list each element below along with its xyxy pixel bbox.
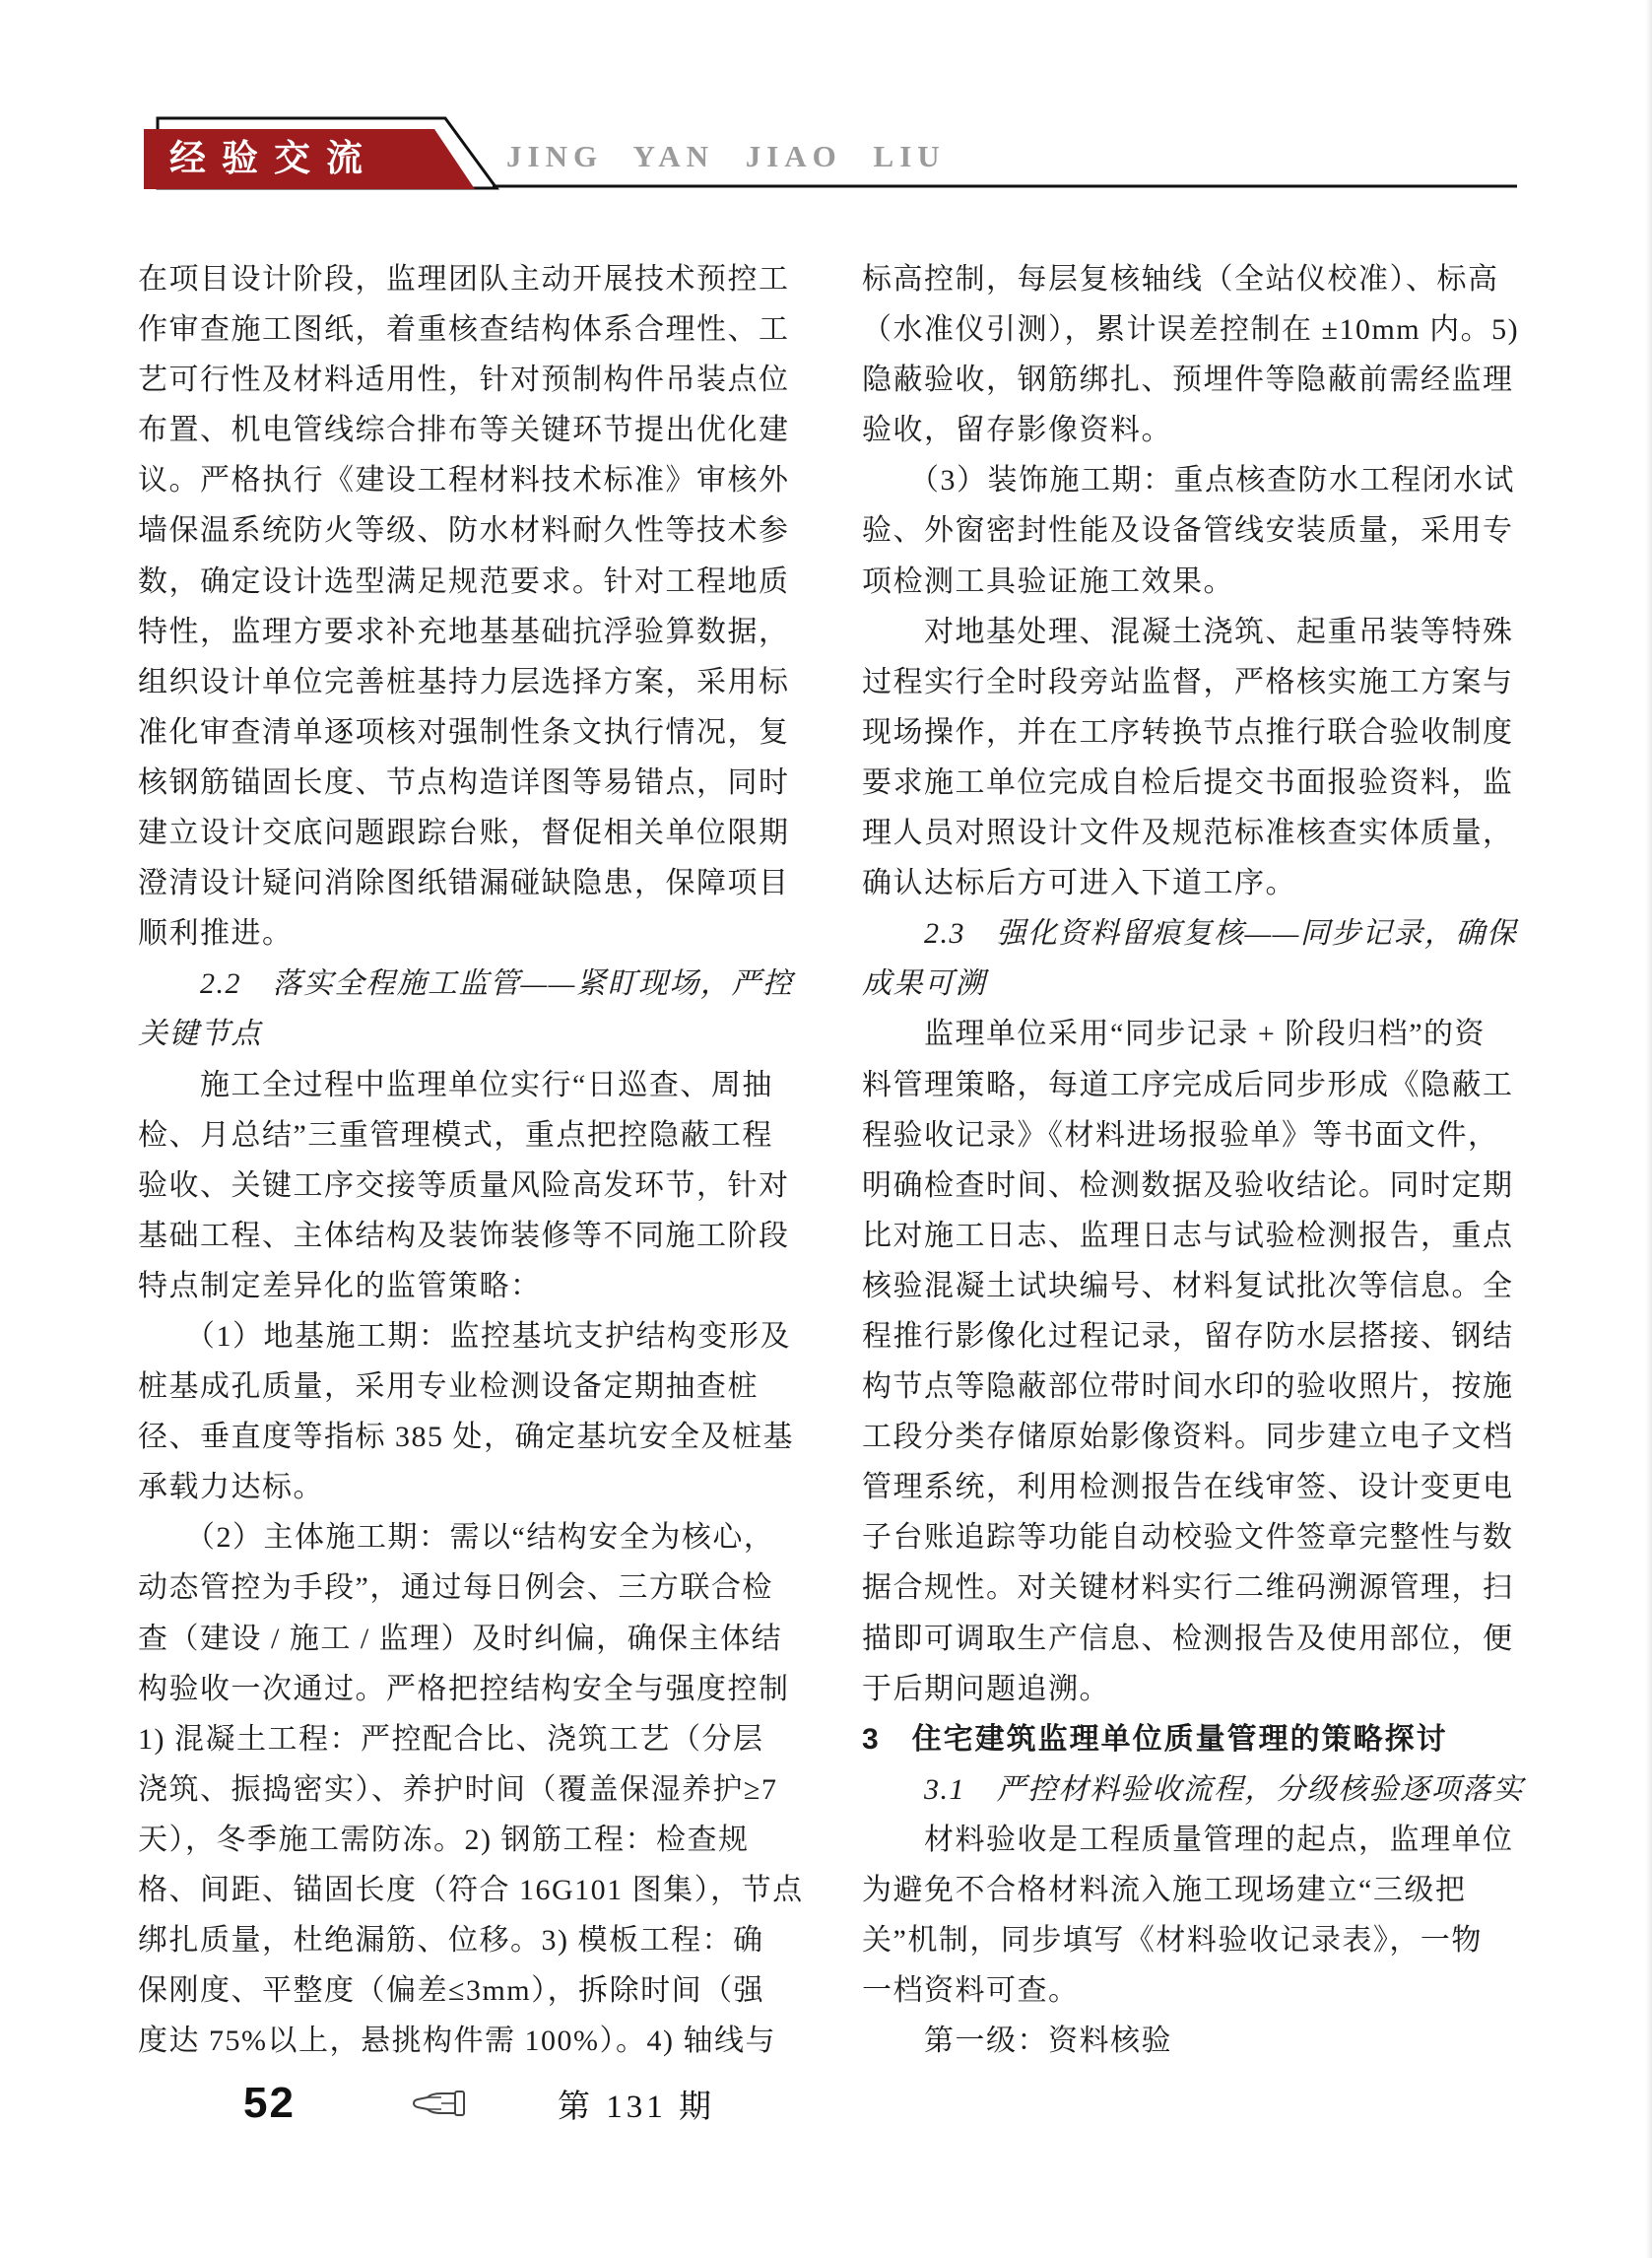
text-line: 明确检查时间、检测数据及验收结论。同时定期 (862, 1168, 1514, 1202)
text-line: 承载力达标。 (138, 1471, 324, 1504)
text-line: 建立设计交底问题跟踪台账，督促相关单位限期 (138, 817, 790, 850)
text-line: 构验收一次通过。严格把控结构安全与强度控制 (138, 1672, 790, 1705)
text-line: 一档资料可查。 (862, 1974, 1080, 2008)
text-line: 料管理策略，每道工序完成后同步形成《隐蔽工 (862, 1068, 1514, 1101)
text-line: 验收，留存影像资料。 (862, 414, 1172, 447)
text-line: （2）主体施工期：需以“结构安全为核心， (138, 1521, 775, 1555)
text-line: 关”机制，同步填写《材料验收记录表》，一物 (862, 1924, 1483, 1958)
text-line: 3 住宅建筑监理单位质量管理的策略探讨 (862, 1722, 1448, 1756)
text-line: 度达 75%以上，悬挑构件需 100%）。4) 轴线与 (138, 2025, 776, 2058)
text-line: 核验混凝土试块编号、材料复试批次等信息。全 (862, 1269, 1514, 1302)
text-line: 验收、关键工序交接等质量风险高发环节，针对 (138, 1168, 790, 1202)
text-line: 特性，监理方要求补充地基基础抗浮验算数据， (138, 615, 790, 648)
text-line: 动态管控为手段”，通过每日例会、三方联合检 (138, 1571, 773, 1605)
text-line: 子台账追踪等功能自动校验文件签章完整性与数 (862, 1521, 1514, 1555)
text-line: 2.2 落实全程施工监管——紧盯现场，严控 (138, 967, 794, 1001)
text-line: 天），冬季施工需防冻。2) 钢筋工程：检查规 (138, 1823, 750, 1856)
text-line: 关键节点 (138, 1018, 262, 1051)
text-line: 于后期问题追溯。 (862, 1672, 1110, 1705)
text-line: 艺可行性及材料适用性，针对预制构件吊装点位 (138, 364, 790, 397)
text-line: 保刚度、平整度（偏差≤3mm），拆除时间（强 (138, 1974, 765, 2008)
text-line: 澄清设计疑问消除图纸错漏碰缺隐患，保障项目 (138, 867, 790, 900)
text-line: （3）装饰施工期：重点核查防水工程闭水试 (862, 464, 1515, 498)
text-line: 确认达标后方可进入下道工序。 (862, 867, 1296, 900)
text-line: （水准仪引测），累计误差控制在 ±10mm 内。5) (862, 313, 1520, 347)
scan-edge (1646, 0, 1652, 2258)
text-line: 3.1 严控材料验收流程，分级核验逐项落实 (862, 1772, 1524, 1806)
text-line: 准化审查清单逐项核对强制性条文执行情况，复 (138, 715, 790, 749)
header-banner (0, 0, 1652, 227)
text-line: 对地基处理、混凝土浇筑、起重吊装等特殊 (862, 615, 1514, 648)
text-line: 验、外窗密封性能及设备管线安装质量，采用专 (862, 514, 1514, 548)
column-right (862, 254, 1524, 2066)
issue-number: 第 131 期 (557, 2089, 715, 2125)
text-line: 成果可溯 (862, 967, 986, 1001)
text-line: 现场操作，并在工序转换节点推行联合验收制度 (862, 715, 1514, 749)
text-line: 要求施工单位完成自检后提交书面报验资料，监 (862, 765, 1514, 799)
text-line: 隐蔽验收，钢筋绑扎、预埋件等隐蔽前需经监理 (862, 364, 1514, 397)
text-line: 格、间距、锚固长度（符合 16G101 图集），节点 (138, 1874, 804, 1906)
text-line: 基础工程、主体结构及装饰装修等不同施工阶段 (138, 1219, 790, 1252)
text-line: 议。严格执行《建设工程材料技术标准》审核外 (138, 464, 790, 498)
text-line: 在项目设计阶段，监理团队主动开展技术预控工 (138, 263, 790, 296)
text-line: 检、月总结”三重管理模式，重点把控隐蔽工程 (138, 1118, 773, 1152)
text-line: 查（建设 / 施工 / 监理）及时纠偏，确保主体结 (138, 1622, 783, 1655)
text-line: 管理系统，利用检测报告在线审签、设计变更电 (862, 1471, 1514, 1504)
text-line: 布置、机电管线综合排布等关键环节提出优化建 (138, 414, 790, 447)
text-line: （1）地基施工期：监控基坑支护结构变形及 (138, 1319, 791, 1353)
text-line: 材料验收是工程质量管理的起点，监理单位 (862, 1823, 1514, 1856)
text-line: 组织设计单位完善桩基持力层选择方案，采用标 (138, 665, 790, 698)
text-line: 据合规性。对关键材料实行二维码溯源管理，扫 (862, 1571, 1514, 1605)
column-left (138, 254, 804, 2066)
text-line: 数，确定设计选型满足规范要求。针对工程地质 (138, 564, 790, 598)
text-line: 过程实行全时段旁站监督，严格核实施工方案与 (862, 665, 1514, 698)
text-line: 工段分类存储原始影像资料。同步建立电子文档 (862, 1421, 1514, 1454)
page-number: 52 (243, 2079, 296, 2127)
text-line: 作审查施工图纸，着重核查结构体系合理性、工 (138, 313, 790, 347)
text-line: 项检测工具验证施工效果。 (862, 564, 1234, 598)
text-line: 程验收记录》《材料进场报验单》等书面文件， (862, 1118, 1499, 1152)
text-line: 施工全过程中监理单位实行“日巡查、周抽 (138, 1068, 773, 1101)
text-line: 比对施工日志、监理日志与试验检测报告，重点 (862, 1219, 1514, 1252)
text-line: 顺利推进。 (138, 917, 294, 951)
text-line: 绑扎质量，杜绝漏筋、位移。3) 模板工程：确 (138, 1924, 764, 1958)
text-line: 标高控制，每层复核轴线（全站仪校准）、标高 (862, 263, 1499, 296)
pointing-hand-icon (412, 2086, 467, 2121)
text-line: 核钢筋锚固长度、节点构造详图等易错点，同时 (138, 765, 790, 799)
text-line: 为避免不合格材料流入施工现场建立“三级把 (862, 1874, 1467, 1906)
text-line: 桩基成孔质量，采用专业检测设备定期抽查桩 (138, 1370, 759, 1404)
text-line: 特点制定差异化的监管策略： (138, 1269, 542, 1302)
section-badge: 经验交流 (169, 138, 378, 178)
text-line: 构节点等隐蔽部位带时间水印的验收照片，按施 (862, 1370, 1514, 1404)
text-line: 墙保温系统防火等级、防水材料耐久性等技术参 (138, 514, 790, 548)
section-pinyin: JING YAN JIAO LIU (506, 139, 946, 173)
text-line: 浇筑、振捣密实）、养护时间（覆盖保湿养护≥7 (138, 1772, 778, 1806)
text-line: 监理单位采用“同步记录 + 阶段归档”的资 (862, 1018, 1487, 1051)
text-line: 径、垂直度等指标 385 处，确定基坑安全及桩基 (138, 1421, 794, 1454)
text-line: 1) 混凝土工程：严控配合比、浇筑工艺（分层 (138, 1722, 764, 1756)
text-line: 描即可调取生产信息、检测报告及使用部位，便 (862, 1622, 1514, 1655)
page-footer (243, 2073, 715, 2134)
text-line: 理人员对照设计文件及规范标准核查实体质量， (862, 817, 1514, 850)
text-line: 2.3 强化资料留痕复核——同步记录，确保 (862, 917, 1518, 951)
text-line: 程推行影像化过程记录，留存防水层搭接、钢结 (862, 1319, 1514, 1353)
text-line: 第一级：资料核验 (862, 2025, 1172, 2058)
